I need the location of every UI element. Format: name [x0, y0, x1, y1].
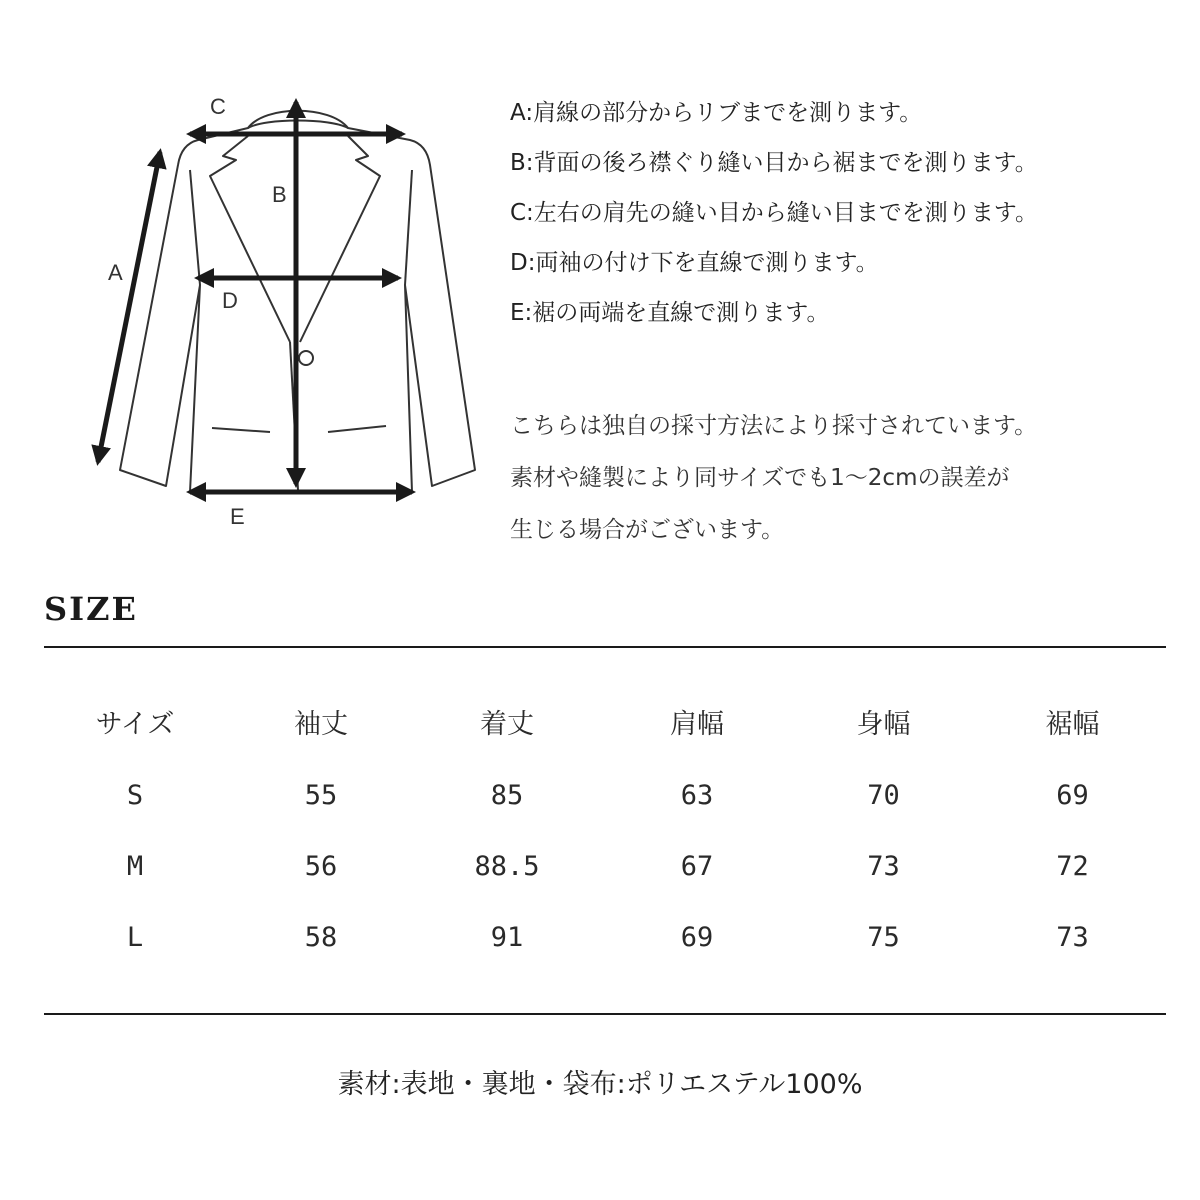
label-b: B	[272, 182, 287, 207]
label-d: D	[222, 288, 238, 313]
right-pocket	[328, 426, 386, 432]
table-cell: 91	[490, 922, 524, 953]
measurement-note	[510, 400, 1190, 556]
table-row	[40, 760, 1170, 831]
table-header-row	[40, 682, 1170, 760]
left-pocket	[212, 428, 270, 432]
size-table	[40, 682, 1170, 973]
label-c: C	[210, 94, 226, 119]
table-cell: 85	[490, 780, 524, 811]
table-cell: 69	[680, 922, 714, 953]
table-cell: 88.5	[474, 851, 540, 882]
table-cell: 73	[1056, 922, 1089, 953]
header-body-length: 着丈	[480, 708, 534, 740]
note-line: 素材や縫製により同サイズでも1〜2cmの誤差が	[510, 465, 1010, 491]
material-info: 素材:表地・裏地・袋布:ポリエステル100%	[337, 1069, 863, 1100]
header-shoulder-width: 肩幅	[670, 708, 724, 740]
divider-bottom	[44, 1013, 1166, 1015]
jacket-measurement-diagram	[60, 80, 500, 540]
table-cell: 72	[1056, 851, 1089, 882]
measurement-instructions	[510, 88, 1190, 338]
instruction-e: E:裾の両端を直線で測ります。	[510, 300, 830, 326]
table-row	[40, 902, 1170, 973]
size-heading: SIZE	[44, 590, 138, 628]
divider-top	[44, 646, 1166, 648]
label-e: E	[230, 504, 245, 529]
measurement-arrows	[98, 102, 412, 492]
table-cell: S	[126, 780, 144, 811]
table-cell: 75	[867, 922, 900, 953]
header-size: サイズ	[95, 708, 175, 740]
table-cell: 69	[1056, 780, 1089, 811]
table-cell: 70	[867, 780, 900, 811]
header-chest-width: 身幅	[856, 708, 911, 740]
table-row	[40, 831, 1170, 902]
instruction-d: D:両袖の付け下を直線で測ります。	[510, 250, 879, 276]
note-line: 生じる場合がございます。	[510, 517, 785, 543]
instruction-c: C:左右の肩先の縫い目から縫い目までを測ります。	[510, 200, 1038, 226]
header-sleeve-length: 袖丈	[294, 708, 348, 740]
table-cell: L	[126, 922, 144, 953]
instruction-a: A:肩線の部分からリブまでを測ります。	[510, 100, 923, 126]
table-cell: M	[126, 851, 144, 882]
instruction-b: B:背面の後ろ襟ぐり縫い目から裾までを測ります。	[510, 150, 1038, 176]
note-line: こちらは独自の採寸方法により採寸されています。	[510, 413, 1038, 439]
table-cell: 56	[304, 851, 338, 882]
button-icon	[299, 351, 313, 365]
table-cell: 63	[680, 780, 714, 811]
table-cell: 67	[680, 851, 714, 882]
label-a: A	[108, 260, 123, 285]
header-hem-width: 裾幅	[1045, 708, 1100, 740]
table-cell: 58	[304, 922, 338, 953]
table-cell: 73	[867, 851, 900, 882]
table-cell: 55	[304, 780, 338, 811]
